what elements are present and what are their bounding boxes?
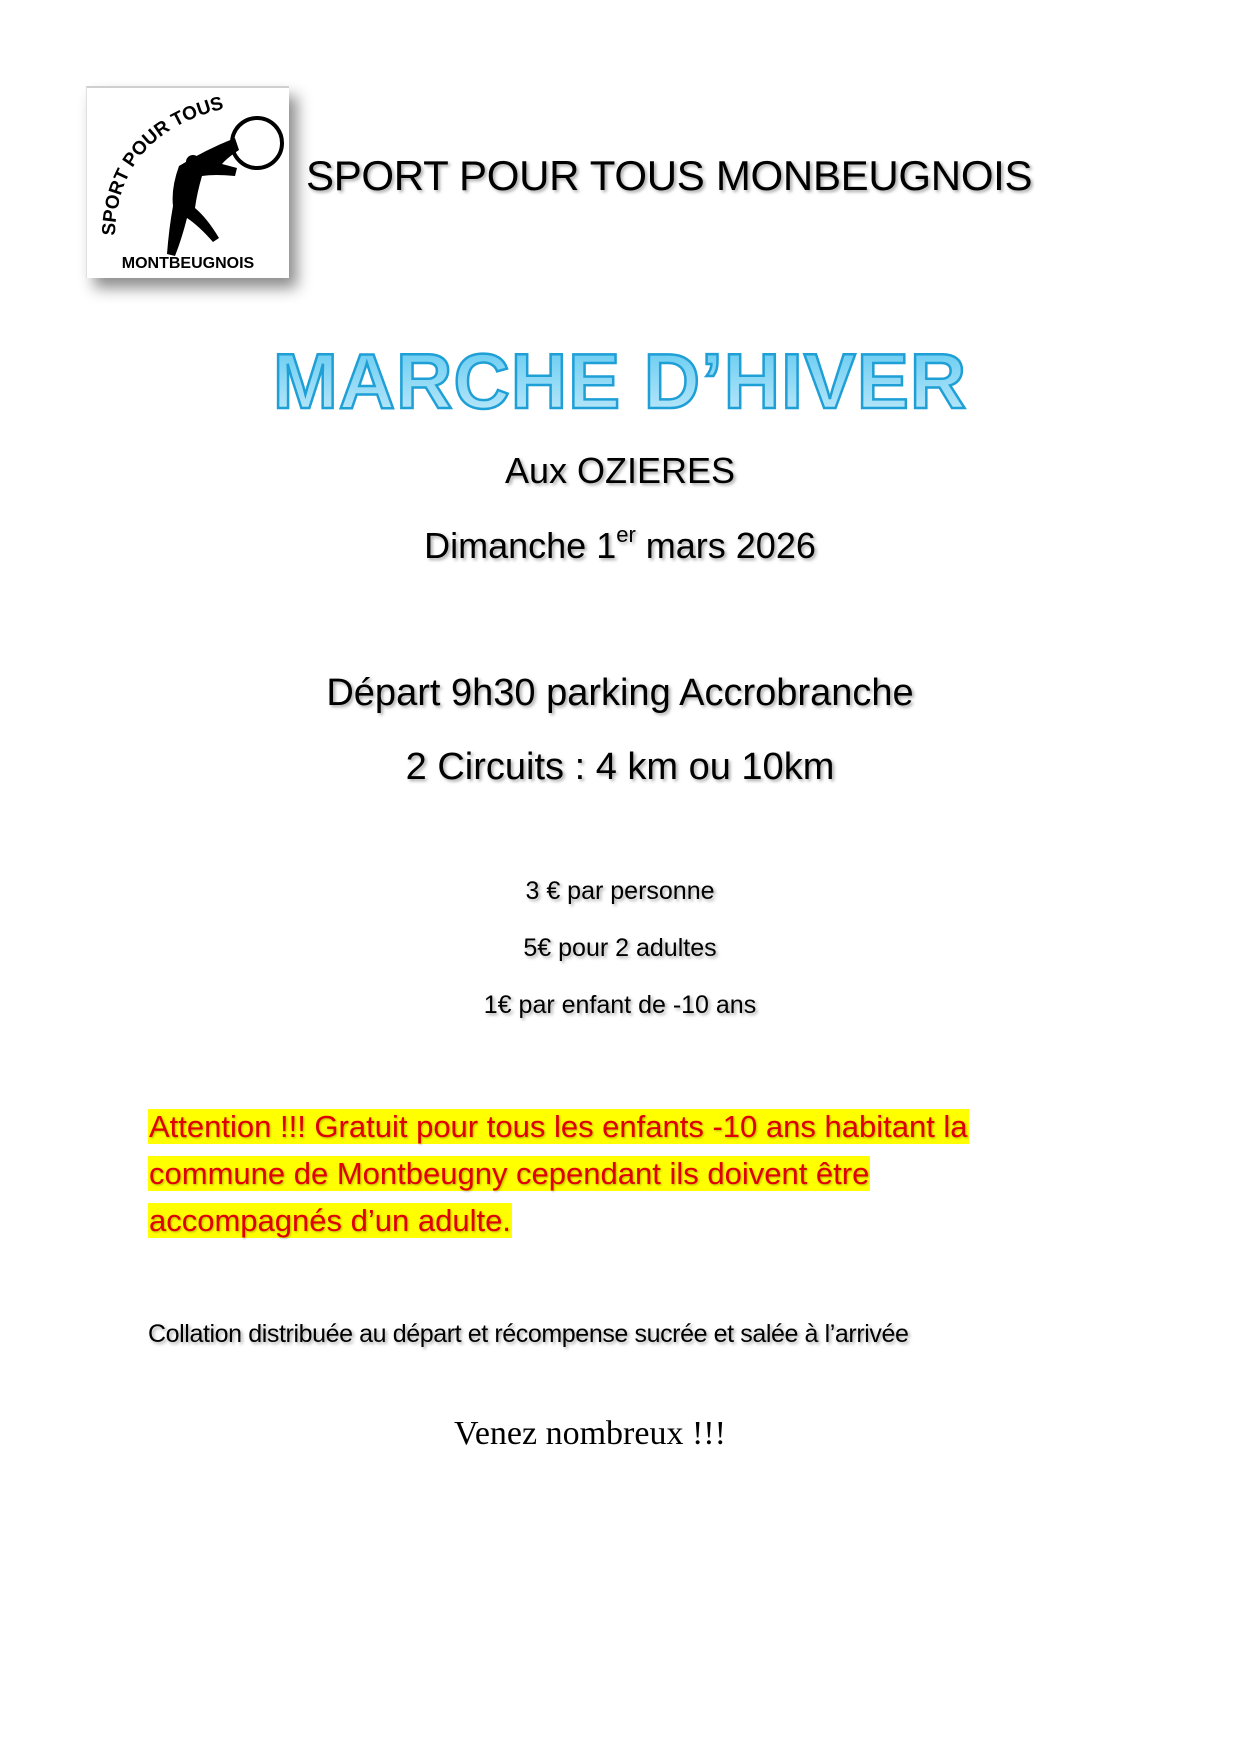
notice-line-3: accompagnés d’un adulte. <box>149 1203 511 1238</box>
organization-name: SPORT POUR TOUS MONBEUGNOIS <box>306 152 1033 199</box>
event-title <box>0 336 1240 444</box>
departure-info: Départ 9h30 parking Accrobranche <box>326 672 914 714</box>
collation-info: Collation distribuée au départ et récompense sucrée et salée à l’arrivée <box>148 1320 909 1348</box>
event-date <box>0 522 1240 567</box>
sport-figure-icon <box>87 88 289 278</box>
event-date-suffix: mars 2026 <box>635 525 816 566</box>
free-children-notice <box>148 1103 1078 1244</box>
event-location: Aux OZIERES <box>504 450 736 491</box>
closing-message: Venez nombreux !!! <box>454 1415 726 1452</box>
price-two-adults: 5€ pour 2 adultes <box>523 934 717 962</box>
logo-arc-text: SPORT POUR TOUS <box>98 93 226 237</box>
notice-line-1: Attention !!! Gratuit pour tous les enfants -10 ans habitant la <box>149 1109 968 1144</box>
event-title-text: MARCHE D’HIVER <box>272 337 968 425</box>
club-logo <box>86 86 289 278</box>
event-date-ordinal: er <box>616 522 636 547</box>
price-per-person: 3 € par personne <box>525 877 715 905</box>
notice-line-2: commune de Montbeugny cependant ils doivent être <box>149 1156 870 1191</box>
price-child: 1€ par enfant de -10 ans <box>483 991 757 1019</box>
event-date-prefix: Dimanche 1 <box>424 525 617 566</box>
circuits-info: 2 Circuits : 4 km ou 10km <box>405 746 835 788</box>
logo-bottom-text: MONTBEUGNOIS <box>121 255 255 272</box>
